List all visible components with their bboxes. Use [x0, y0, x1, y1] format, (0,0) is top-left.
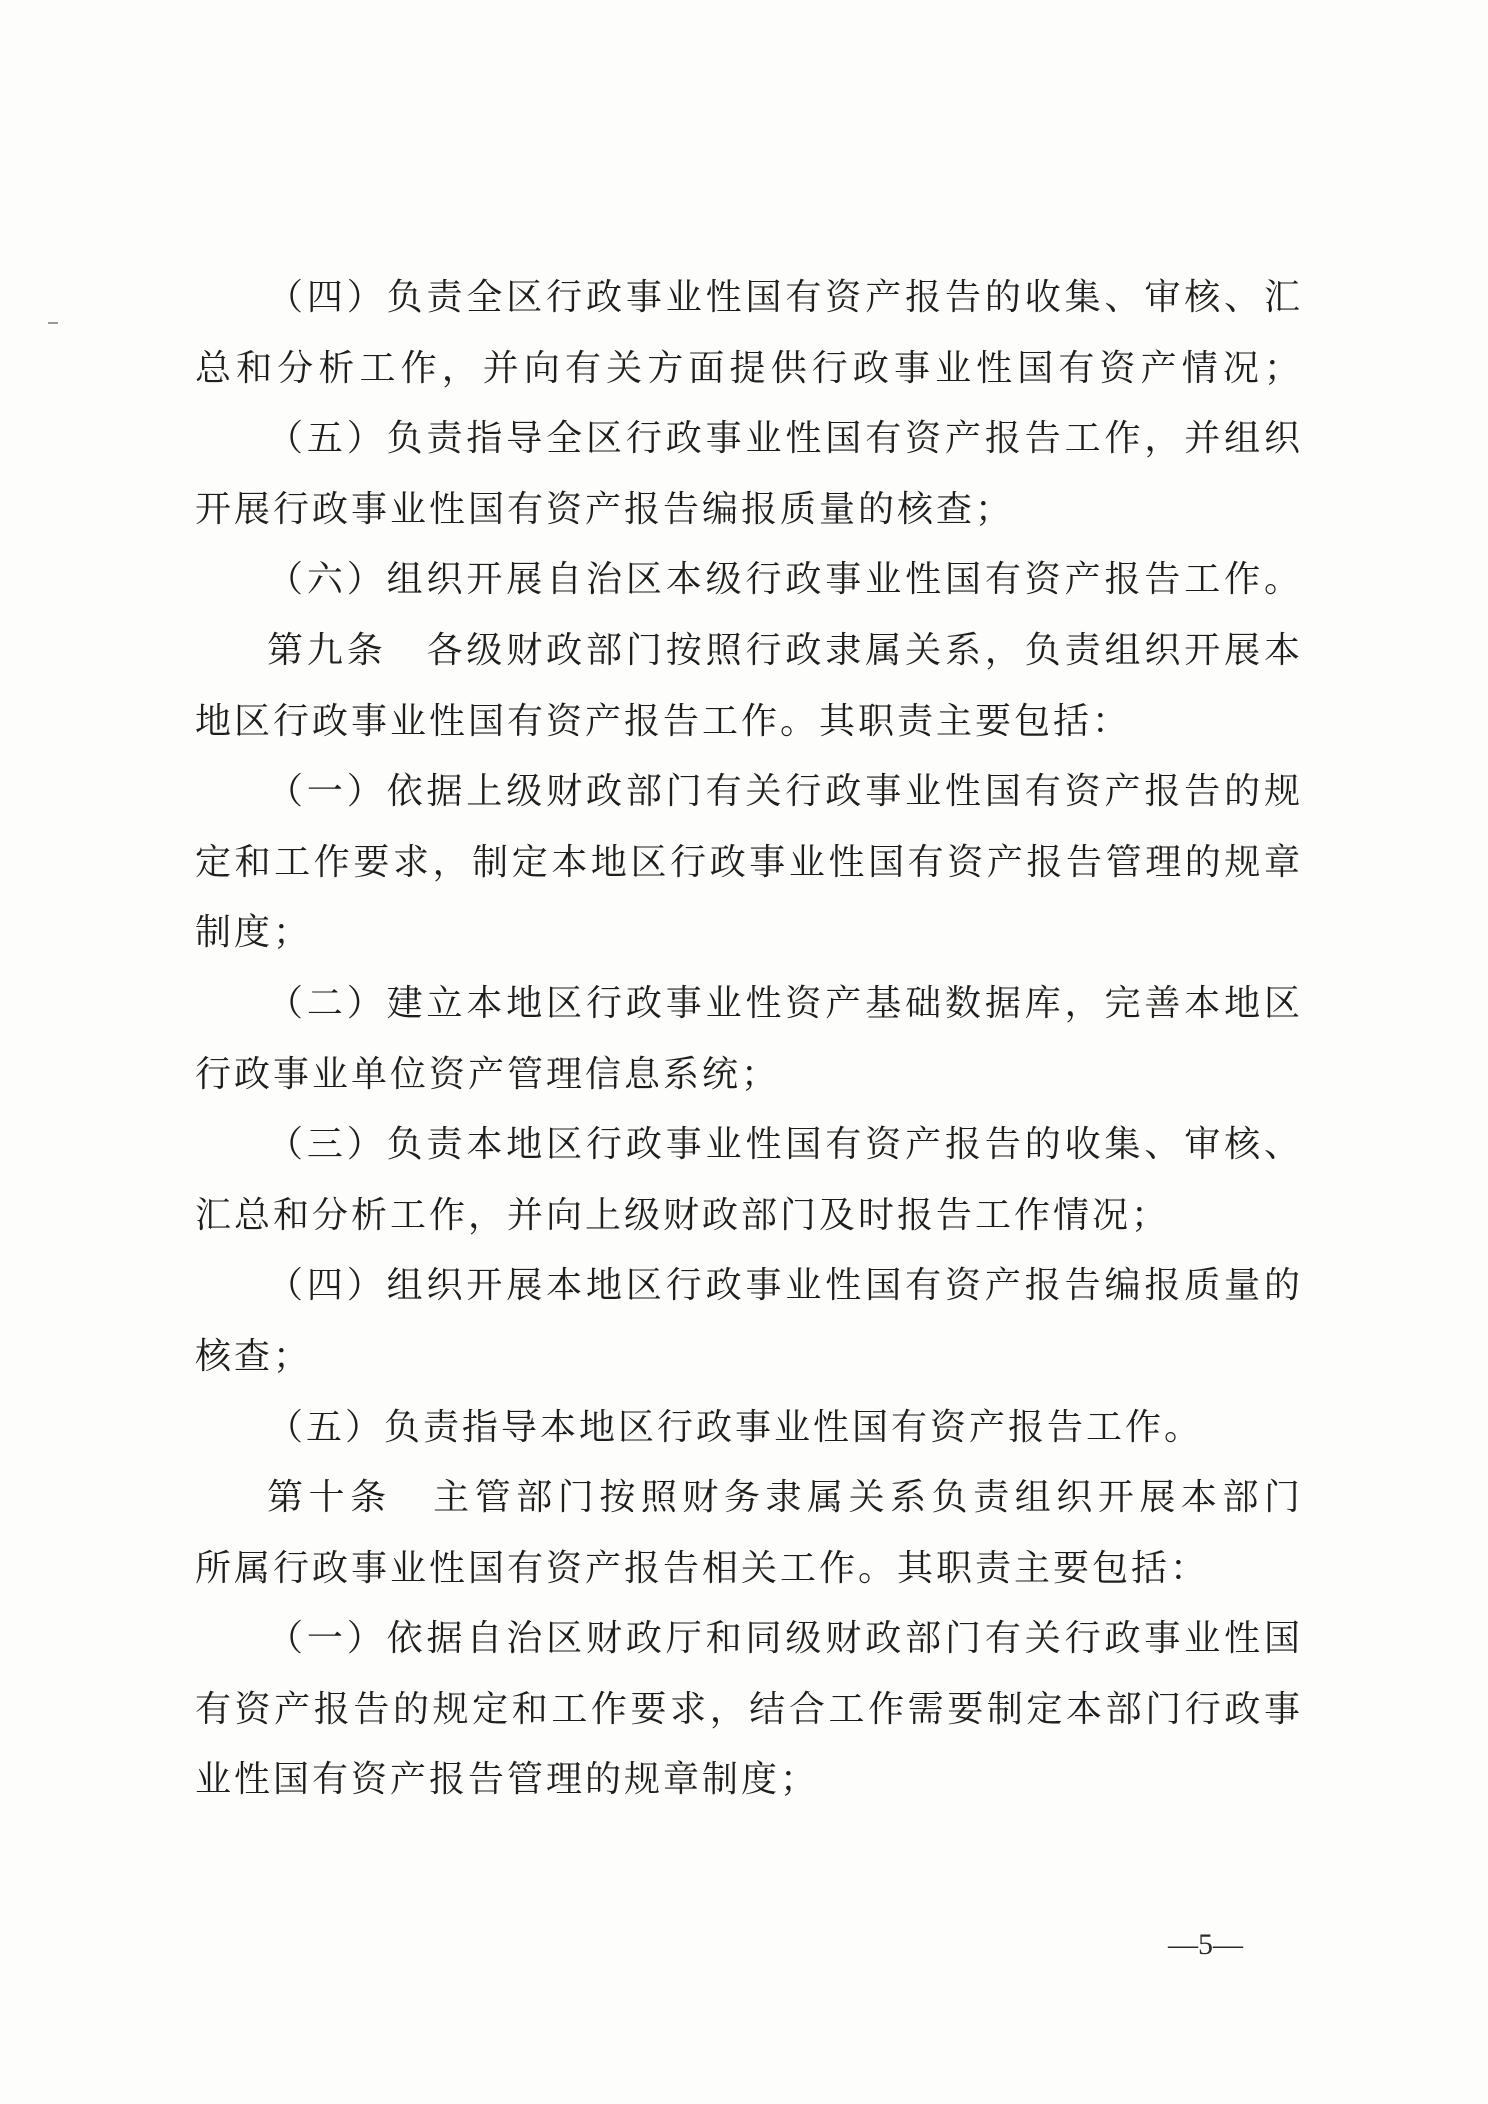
body-text — [195, 263, 1300, 1816]
text-line: 制度； — [195, 912, 313, 954]
text-line: （三）负责本地区行政事业性国有资产报告的收集、审核、 — [267, 1124, 1300, 1166]
text-line: （五）负责指导本地区行政事业性国有资产报告工作。 — [267, 1406, 1204, 1448]
text-line: （一）依据上级财政部门有关行政事业性国有资产报告的规 — [267, 771, 1300, 813]
text-line: 汇总和分析工作，并向上级财政部门及时报告工作情况； — [195, 1194, 1171, 1236]
text-line: 地区行政事业性国有资产报告工作。其职责主要包括： — [195, 700, 1132, 742]
text-line: （二）建立本地区行政事业性资产基础数据库，完善本地区 — [267, 982, 1300, 1024]
text-line: （四）组织开展本地区行政事业性国有资产报告编报质量的 — [267, 1265, 1300, 1307]
text-line: （一）依据自治区财政厅和同级财政部门有关行政事业性国 — [267, 1618, 1300, 1660]
text-line: 所属行政事业性国有资产报告相关工作。其职责主要包括： — [195, 1547, 1210, 1589]
text-line: 行政事业单位资产管理信息系统； — [195, 1053, 781, 1095]
text-line: 定和工作要求，制定本地区行政事业性国有资产报告管理的规章 — [195, 841, 1300, 883]
article-heading-line: 第十条 主管部门按照财务隶属关系负责组织开展本部门 — [267, 1477, 1300, 1519]
text-line: （六）组织开展自治区本级行政事业性国有资产报告工作。 — [267, 559, 1300, 601]
text-line: 业性国有资产报告管理的规章制度； — [195, 1759, 820, 1801]
text-line: 有资产报告的规定和工作要求，结合工作需要制定本部门行政事 — [195, 1688, 1300, 1730]
scan-mark — [48, 322, 58, 324]
text-line: （四）负责全区行政事业性国有资产报告的收集、审核、汇 — [267, 277, 1300, 318]
article-heading-line: 第九条 各级财政部门按照行政隶属关系，负责组织开展本 — [267, 629, 1300, 671]
text-line: 开展行政事业性国有资产报告编报质量的核查； — [195, 488, 1015, 530]
text-line: （五）负责指导全区行政事业性国有资产报告工作，并组织 — [267, 418, 1300, 460]
page-number: —5— — [1168, 1928, 1243, 1961]
text-line: 核查； — [195, 1335, 313, 1377]
text-line: 总和分析工作，并向有关方面提供行政事业性国有资产情况； — [195, 347, 1300, 389]
